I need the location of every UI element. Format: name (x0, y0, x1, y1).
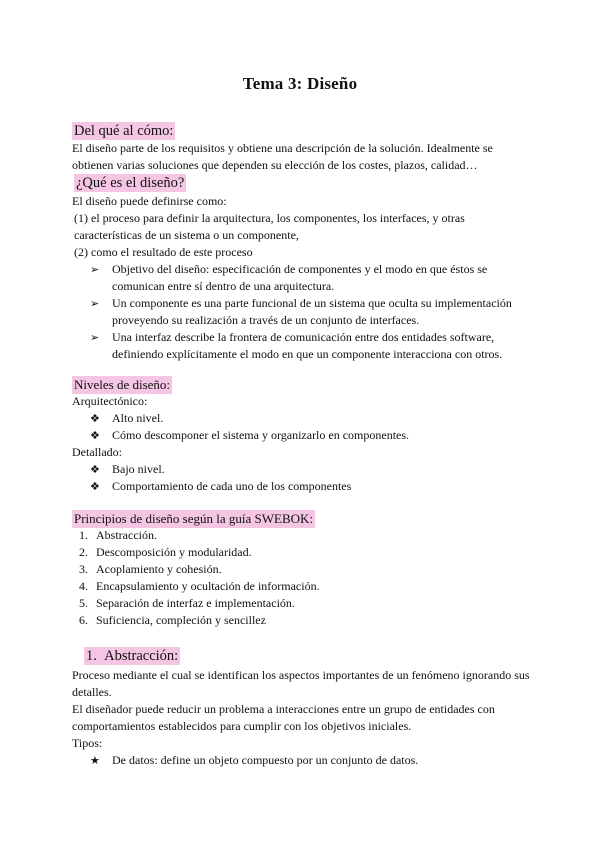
section-heading: Principios de diseño según la guía SWEBOK: (74, 511, 314, 526)
list-item: 1. Abstracción. (79, 528, 157, 542)
definition-item-2: (2) como el resultado de este proceso (74, 245, 253, 259)
list-item: 3. Acoplamiento y cohesión. (79, 562, 222, 576)
list-item: ➢ Objetivo del diseño: especificación de componentes y el modo en que éstos se comunican entre sí dentro de una arquitectura. (90, 262, 488, 293)
section-body (72, 667, 532, 769)
diamond-icon: ❖ (90, 412, 100, 425)
diamond-icon: ❖ (90, 463, 100, 476)
star-icon: ★ (90, 754, 100, 767)
section-abstraccion (84, 647, 544, 665)
list-item: 2. Descomposición y modularidad. (79, 545, 252, 559)
arrow-icon: ➢ (90, 263, 100, 276)
list-item: ★ De datos: define un objeto compuesto por un conjunto de datos. (90, 753, 419, 767)
section-body (72, 393, 532, 495)
section-paragraph (72, 140, 532, 174)
paragraph-text: El diseño parte de los requisitos y obtiene una descripción de la solución. Idealmente se obtienen varias soluciones que dependen su elección de los costes, plazos, calidad… (72, 141, 493, 172)
section-heading: ¿Qué es el diseño? (76, 175, 185, 191)
definition-item-1: (1) el proceso para definir la arquitectura, los componentes, los interfaces, y otras características de un sistema o un componente, (74, 211, 465, 242)
numbered-list (64, 527, 524, 629)
paragraph-text: Proceso mediante el cual se identifican los aspectos importantes de un fenómeno ignorando sus detalles. (72, 668, 530, 699)
diamond-icon: ❖ (90, 480, 100, 493)
sublabel: Arquitectónico: (72, 394, 148, 408)
sublabel: Detallado: (72, 445, 122, 459)
section-del-que-al-como (72, 122, 532, 140)
diamond-icon: ❖ (90, 429, 100, 442)
list-item: ❖ Alto nivel. (90, 411, 164, 425)
section-niveles-de-diseno (72, 376, 532, 394)
list-item: ❖ Comportamiento de cada uno de los componentes (90, 479, 352, 493)
list-item: 6. Suficiencia, compleción y sencillez (79, 613, 266, 627)
list-item: 5. Separación de interfaz e implementación. (79, 596, 295, 610)
section-heading: 1. Abstracción: (86, 648, 179, 664)
sublabel: Tipos: (72, 736, 103, 750)
list-item: ❖ Bajo nivel. (90, 462, 165, 476)
page-title: Tema 3: Diseño (242, 74, 358, 93)
section-heading: Niveles de diseño: (74, 377, 171, 392)
list-item: ➢ Un componente es una parte funcional de un sistema que oculta su implementación proveyendo su realización a través de un conjunto de interfaces. (90, 296, 512, 327)
paragraph-text: El diseño puede definirse como: (72, 194, 227, 208)
list-item: ➢ Una interfaz describe la frontera de comunicación entre dos entidades software, definiendo explícitamente el modo en que un componente interacciona con otros. (90, 330, 503, 361)
paragraph-text: El diseñador puede reducir un problema a interacciones entre un grupo de entidades con comportamientos establecidos para cumplir con los objetivos iniciales. (72, 702, 495, 733)
arrow-icon: ➢ (90, 297, 100, 310)
section-heading: Del qué al cómo: (74, 123, 174, 139)
arrow-bullet-list (90, 261, 530, 363)
section-principios (72, 510, 532, 528)
list-item: 4. Encapsulamiento y ocultación de información. (79, 579, 320, 593)
section-number: 1. (86, 648, 97, 664)
arrow-icon: ➢ (90, 331, 100, 344)
section-que-es-el-diseno (72, 174, 532, 192)
list-item: ❖ Cómo descomponer el sistema y organizarlo en componentes. (90, 428, 410, 442)
section-body (72, 193, 532, 261)
